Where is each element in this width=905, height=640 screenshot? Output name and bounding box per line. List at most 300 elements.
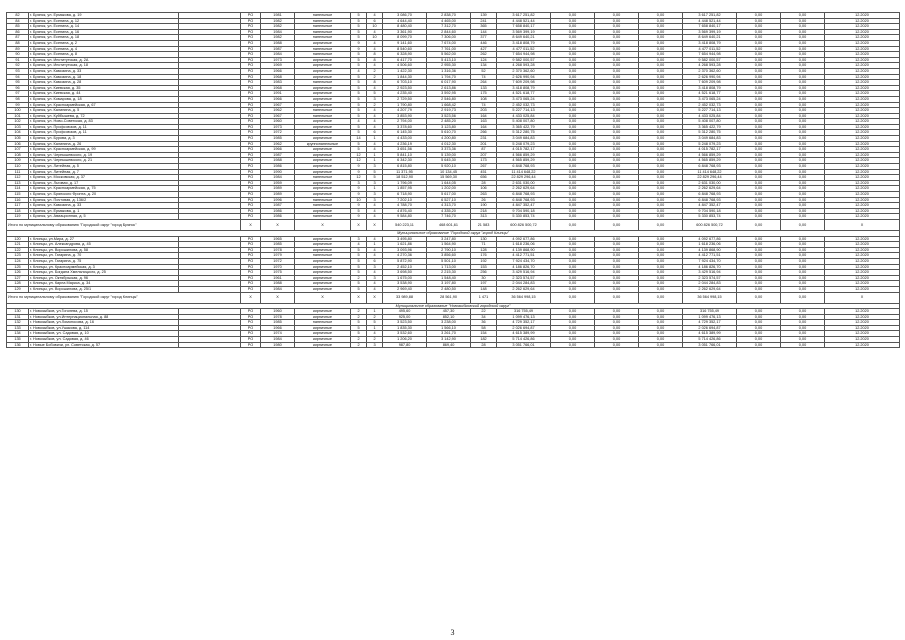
- table-cell: 4 200,80: [427, 136, 471, 142]
- table-cell: 0,00: [595, 85, 639, 91]
- table-cell: 4 235,40: [383, 91, 427, 97]
- table-cell: 0,00: [595, 320, 639, 326]
- table-cell: 5: [351, 124, 367, 130]
- table-cell: 1968: [261, 74, 295, 80]
- table-cell: 3 698,50: [383, 270, 427, 276]
- table-cell: РО: [241, 253, 261, 259]
- table-cell: 5 227 714,13: [683, 108, 737, 114]
- table-cell: 0,00: [737, 192, 781, 198]
- table-cell: 26: [471, 197, 497, 203]
- table-cell: 1 206,20: [383, 337, 427, 343]
- table-cell: 9 141,60: [383, 40, 427, 46]
- table-cell: 12.2020: [825, 63, 900, 69]
- table-cell: 0,00: [595, 147, 639, 153]
- table-cell: 0,00: [551, 68, 595, 74]
- table-cell: 1978: [261, 314, 295, 320]
- table-cell: 5: [351, 57, 367, 63]
- table-cell: 0,00: [595, 258, 639, 264]
- table-cell: 0,00: [737, 96, 781, 102]
- table-cell: панельные: [295, 203, 351, 209]
- table-cell: 3 373,36: [427, 147, 471, 153]
- table-cell: 12.2020: [825, 342, 900, 348]
- table-cell: 8 649 640,21: [497, 35, 551, 41]
- table-cell: 987,80: [383, 342, 427, 348]
- table-cell: 4 313,70: [427, 203, 471, 209]
- table-cell: 267: [471, 164, 497, 170]
- table-cell: 0,00: [595, 113, 639, 119]
- table-cell: 0,00: [639, 74, 683, 80]
- table-cell: г. Клинцы, ул. Ворошилова, д. 25/1: [29, 286, 179, 292]
- table-cell: 112: [7, 175, 29, 181]
- table-cell: 1: [367, 136, 383, 142]
- table-cell: 12.2020: [825, 80, 900, 86]
- table-cell: 0,00: [595, 164, 639, 170]
- table-cell: 0,00: [595, 57, 639, 63]
- table-cell: г. Клинцы, ул. Карла Маркса, д. 34: [29, 281, 179, 287]
- table-cell: 4 788,70: [383, 203, 427, 209]
- table-cell: 120: [7, 236, 29, 242]
- table-cell: 0,00: [551, 264, 595, 270]
- table-cell: 2 323 574,57: [683, 275, 737, 281]
- table-cell: кирпичные: [295, 325, 351, 331]
- table-cell: 2 452 032,73: [497, 102, 551, 108]
- table-cell: РО: [241, 57, 261, 63]
- table-cell: 12.2020: [825, 40, 900, 46]
- table-cell: кирпичные: [295, 169, 351, 175]
- table-cell: 5: [351, 74, 367, 80]
- table-cell: 4 433 025,84: [683, 113, 737, 119]
- table-cell: 5: [351, 286, 367, 292]
- table-cell: г. Брянск, ул. Есенина, д. 16: [29, 29, 179, 35]
- table-cell: 1962: [261, 108, 295, 114]
- table-cell: кирпичные: [295, 119, 351, 125]
- table-cell: 109: [7, 158, 29, 164]
- table-cell: 0,00: [595, 80, 639, 86]
- table-cell: 94: [7, 74, 29, 80]
- table-cell: 925,00: [383, 314, 427, 320]
- table-cell: 5: [351, 320, 367, 326]
- table-cell: 6 848 768,93: [497, 197, 551, 203]
- table-cell: 7 609 209,98: [683, 80, 737, 86]
- table-cell: РО: [241, 24, 261, 30]
- table-cell: 121: [7, 242, 29, 248]
- table-cell: 2 452,10: [383, 264, 427, 270]
- table-cell: 3 532,60: [383, 331, 427, 337]
- table-cell: 0,00: [551, 130, 595, 136]
- table-cell: 0,00: [737, 175, 781, 181]
- table-cell: 0,00: [639, 108, 683, 114]
- table-cell: 2 044 284,83: [497, 281, 551, 287]
- table-cell: 0,00: [639, 314, 683, 320]
- table-cell: РО: [241, 152, 261, 158]
- table-cell: 0,00: [595, 180, 639, 186]
- table-cell: 133: [7, 325, 29, 331]
- table-cell: 1 099 476,13: [497, 314, 551, 320]
- table-cell: 457,30: [427, 309, 471, 315]
- table-cell: 0,00: [639, 119, 683, 125]
- table-cell: 0,00: [551, 96, 595, 102]
- table-cell: 98: [7, 96, 29, 102]
- table-cell: 105: [7, 136, 29, 142]
- total-cell: 0,00: [639, 219, 683, 230]
- table-cell: 0,00: [737, 113, 781, 119]
- table-cell: 58: [471, 325, 497, 331]
- table-cell: г. Брянск, ул. Бурова, д. 3: [29, 136, 179, 142]
- table-cell: 0,00: [595, 130, 639, 136]
- table-cell: 0,00: [551, 141, 595, 147]
- table-cell: 4: [367, 63, 383, 69]
- table-cell: 6: [367, 258, 383, 264]
- total-cell: Х: [295, 292, 351, 303]
- table-cell: 1988: [261, 158, 295, 164]
- table-cell: 0,00: [781, 136, 825, 142]
- table-cell: 0,00: [595, 342, 639, 348]
- table-cell: 82: [7, 13, 29, 19]
- table-cell: кирпичные: [295, 147, 351, 153]
- table-cell: 1 644,05: [427, 180, 471, 186]
- table-cell: 4: [367, 141, 383, 147]
- table-cell: 2: [351, 342, 367, 348]
- table-cell: 0,00: [781, 208, 825, 214]
- table-cell: 12.2020: [825, 264, 900, 270]
- table-cell: 8: [367, 57, 383, 63]
- table-cell: 12.2020: [825, 96, 900, 102]
- table-cell: 107: [7, 147, 29, 153]
- table-cell: РО: [241, 331, 261, 337]
- table-cell: 3 523,50: [383, 320, 427, 326]
- table-cell: 5: [367, 175, 383, 181]
- table-cell: 7 674,00: [427, 40, 471, 46]
- table-cell: 1974: [261, 331, 295, 337]
- table-cell: 0,00: [595, 197, 639, 203]
- table-cell: 3 592,95: [427, 91, 471, 97]
- table-cell: г. Брянск, ул. Почтовая, д. 136/2: [29, 197, 179, 203]
- table-cell: 256: [471, 270, 497, 276]
- table-cell: 0,00: [639, 169, 683, 175]
- table-cell: 12.2020: [825, 52, 900, 58]
- table-cell: 2: [351, 275, 367, 281]
- table-cell: 0,00: [737, 152, 781, 158]
- table-cell: 6 718,90: [383, 192, 427, 198]
- table-cell: 0,00: [595, 52, 639, 58]
- table-cell: г. Брянск, ул. Ермакова, д. 19: [29, 13, 179, 19]
- table-cell: 0,00: [781, 314, 825, 320]
- table-cell: 0,00: [595, 281, 639, 287]
- table-cell: 87: [7, 35, 29, 41]
- table-cell: кирпичные: [295, 68, 351, 74]
- table-cell: 12.2020: [825, 18, 900, 24]
- table-cell: 5: [351, 102, 367, 108]
- table-cell: 0,00: [551, 108, 595, 114]
- table-cell: 1 202,00: [427, 186, 471, 192]
- table-cell: 5: [351, 108, 367, 114]
- table-cell: 101: [7, 113, 29, 119]
- table-cell: 0,00: [781, 96, 825, 102]
- table-cell: 2 215,30: [427, 270, 471, 276]
- table-cell: 5: [351, 91, 367, 97]
- table-cell: 128: [471, 247, 497, 253]
- table-cell: 0,00: [737, 180, 781, 186]
- table-cell: 0,00: [551, 342, 595, 348]
- table-cell: 12.2020: [825, 119, 900, 125]
- table-cell: 0,00: [639, 158, 683, 164]
- table-cell: г. Брянск, ул. Красноармейская, д. 75: [29, 186, 179, 192]
- table-cell: 0,00: [639, 337, 683, 343]
- table-cell: 0,00: [737, 40, 781, 46]
- table-cell: 1966: [261, 96, 295, 102]
- table-row: [7, 342, 900, 348]
- table-cell: РО: [241, 108, 261, 114]
- table-cell: 1980: [261, 342, 295, 348]
- table-cell: 3 429 516,94: [497, 270, 551, 276]
- table-cell: 0,00: [595, 214, 639, 220]
- table-cell: 0,00: [639, 180, 683, 186]
- table-cell: 0,00: [551, 331, 595, 337]
- table-cell: кирпичные: [295, 40, 351, 46]
- table-cell: 0,00: [595, 242, 639, 248]
- table-cell: 134: [7, 331, 29, 337]
- table-cell: 0,00: [737, 13, 781, 19]
- table-cell: 0,00: [737, 57, 781, 63]
- table-cell: 0,00: [595, 152, 639, 158]
- table-cell: 6 848 768,93: [497, 192, 551, 198]
- table-cell: г. Новозыбков, ул. Садовая, д. 46: [29, 337, 179, 343]
- table-cell: 12.2020: [825, 270, 900, 276]
- table-cell: 4 477 011,52: [683, 46, 737, 52]
- table-cell: 1991: [261, 91, 295, 97]
- table-cell: 0,00: [595, 91, 639, 97]
- table-cell: РО: [241, 270, 261, 276]
- table-cell: 7 609 209,98: [497, 80, 551, 86]
- table-cell: кирпичные: [295, 309, 351, 315]
- total-cell: 468 601,61: [427, 219, 471, 230]
- table-cell: 1981: [261, 13, 295, 19]
- table-cell: 0,00: [551, 91, 595, 97]
- table-cell: 1 796,09: [383, 180, 427, 186]
- table-cell: 74: [471, 102, 497, 108]
- table-cell: РО: [241, 214, 261, 220]
- table-cell: 0,00: [781, 29, 825, 35]
- table-cell: 4: [367, 113, 383, 119]
- table-cell: 0,00: [551, 40, 595, 46]
- table-cell: 1960: [261, 309, 295, 315]
- table-cell: 1: [367, 186, 383, 192]
- table-cell: 127: [7, 275, 29, 281]
- table-cell: 3 523,56: [427, 113, 471, 119]
- table-cell: 0,00: [781, 68, 825, 74]
- table-cell: 3: [351, 236, 367, 242]
- table-cell: 10 134,45: [427, 169, 471, 175]
- table-cell: 0,00: [639, 270, 683, 276]
- table-cell: 1962: [261, 141, 295, 147]
- table-cell: РО: [241, 192, 261, 198]
- table-cell: 0,00: [781, 270, 825, 276]
- table-cell: 4 729 352,17: [683, 320, 737, 326]
- table-cell: г. Брянск, ул. Ново-Советская, д. 83: [29, 119, 179, 125]
- table-cell: 4 847 352,47: [683, 203, 737, 209]
- table-cell: 1969: [261, 63, 295, 69]
- table-cell: 0,00: [737, 164, 781, 170]
- table-cell: 2 262 629,64: [497, 186, 551, 192]
- table-cell: 9: [351, 169, 367, 175]
- table-cell: г. Клинцы, ул. Гагарина, д. 70: [29, 253, 179, 259]
- table-cell: 0,00: [551, 35, 595, 41]
- table-cell: 3 197,80: [427, 281, 471, 287]
- table-cell: 0,00: [639, 242, 683, 248]
- table-cell: 30: [471, 275, 497, 281]
- table-cell: 0,00: [639, 309, 683, 315]
- table-cell: 12.2020: [825, 175, 900, 181]
- section-title: Муниципальное образование "Новозыбковский городской округ": [7, 303, 900, 309]
- total-cell: 0,00: [595, 219, 639, 230]
- table-cell: 0,00: [551, 253, 595, 259]
- table-cell: 12.2020: [825, 320, 900, 326]
- table-cell: 0,00: [781, 242, 825, 248]
- table-cell: 1: [367, 158, 383, 164]
- table-cell: 0,00: [639, 124, 683, 130]
- table-cell: 134: [471, 63, 497, 69]
- table-cell: 1 422,30: [383, 68, 427, 74]
- table-cell: 0,00: [639, 96, 683, 102]
- table-cell: 0,00: [781, 108, 825, 114]
- table-cell: 1982: [261, 35, 295, 41]
- table-cell: 5: [367, 91, 383, 97]
- table-cell: 1966: [261, 147, 295, 153]
- table-cell: 869,40: [427, 342, 471, 348]
- table-cell: 0,00: [737, 320, 781, 326]
- table-cell: 0,00: [551, 192, 595, 198]
- table-cell: кирпичные: [295, 102, 351, 108]
- table-cell: 5: [351, 264, 367, 270]
- table-cell: 176: [471, 253, 497, 259]
- table-cell: 1986: [261, 208, 295, 214]
- table-cell: 5 248 079,23: [497, 141, 551, 147]
- table-cell: 5: [367, 169, 383, 175]
- total-cell: 0,00: [551, 292, 595, 303]
- table-cell: кирпичные: [295, 208, 351, 214]
- table-cell: 0,00: [595, 119, 639, 125]
- table-cell: 495,60: [383, 309, 427, 315]
- table-cell: 264: [471, 80, 497, 86]
- table-cell: 11 371,95: [383, 169, 427, 175]
- table-cell: 182: [471, 337, 497, 343]
- table-cell: 231: [471, 136, 497, 142]
- table-cell: 119: [7, 214, 29, 220]
- table-cell: 4: [351, 242, 367, 248]
- table-cell: 0,00: [639, 18, 683, 24]
- total-label: Итого по муниципальному образованию "Городской округ "город Клинцы": [7, 292, 241, 303]
- table-cell: 3 418 808,79: [683, 40, 737, 46]
- table-cell: РО: [241, 46, 261, 52]
- table-cell: 22 829 296,44: [683, 175, 737, 181]
- table-cell: г. Клинцы, ул. Гагарина, д. 75: [29, 258, 179, 264]
- table-cell: 0,00: [595, 192, 639, 198]
- total-cell: 36 564 998,15: [683, 292, 737, 303]
- table-cell: 0,00: [595, 247, 639, 253]
- table-cell: 4 847 352,47: [497, 203, 551, 209]
- table-cell: 3: [351, 180, 367, 186]
- table-cell: 12.2020: [825, 214, 900, 220]
- table-cell: г. Новозыбков, ул.Ушакова, д. 114: [29, 325, 179, 331]
- table-cell: 2 026 694,87: [683, 325, 737, 331]
- table-cell: 12.2020: [825, 102, 900, 108]
- table-cell: 0,00: [595, 29, 639, 35]
- table-cell: РО: [241, 136, 261, 142]
- table-cell: 11 414 648,22: [683, 169, 737, 175]
- table-cell: 3 365 422,79: [497, 124, 551, 130]
- table-cell: 0,00: [737, 314, 781, 320]
- table-cell: 130: [7, 309, 29, 315]
- table-cell: 5: [351, 18, 367, 24]
- table-cell: 5: [351, 253, 367, 259]
- table-cell: 28: [471, 180, 497, 186]
- table-cell: 0,00: [737, 136, 781, 142]
- table-cell: 0,00: [595, 68, 639, 74]
- table-cell: 0,00: [737, 337, 781, 343]
- table-cell: 0,00: [551, 152, 595, 158]
- table-cell: 0,00: [781, 80, 825, 86]
- table-cell: 0,00: [781, 180, 825, 186]
- table-cell: кирпичные: [295, 74, 351, 80]
- total-cell: 600 826 500,72: [683, 219, 737, 230]
- table-cell: 451: [471, 169, 497, 175]
- table-cell: 0,00: [781, 85, 825, 91]
- table-cell: 3 853,90: [383, 113, 427, 119]
- table-cell: 203: [471, 108, 497, 114]
- table-cell: 0,00: [639, 113, 683, 119]
- table-cell: г. Новозыбков, ул.Ломоносова, д. 16: [29, 320, 179, 326]
- table-cell: кирпичные: [295, 236, 351, 242]
- table-cell: 4 448 521,44: [497, 18, 551, 24]
- table-cell: 0,00: [781, 91, 825, 97]
- table-cell: 0,00: [639, 192, 683, 198]
- table-cell: 0,00: [737, 63, 781, 69]
- table-cell: 10: [367, 24, 383, 30]
- table-cell: РО: [241, 197, 261, 203]
- table-cell: панельные: [295, 29, 351, 35]
- table-cell: 0,00: [595, 203, 639, 209]
- total-cell: 0,00: [595, 292, 639, 303]
- table-cell: панельные: [295, 46, 351, 52]
- table-cell: 0,00: [551, 136, 595, 142]
- table-cell: 22: [471, 309, 497, 315]
- table-cell: кирпичные: [295, 281, 351, 287]
- table-cell: 92: [7, 63, 29, 69]
- table-cell: 6 527,10: [427, 197, 471, 203]
- table-cell: 110: [7, 164, 29, 170]
- total-cell: 21 583: [471, 219, 497, 230]
- table-cell: 0,00: [781, 186, 825, 192]
- table-cell: РО: [241, 242, 261, 248]
- table-cell: панельные: [295, 108, 351, 114]
- table-cell: 1967: [261, 113, 295, 119]
- table-cell: 96: [7, 85, 29, 91]
- table-cell: 1987: [261, 203, 295, 209]
- table-cell: 0,00: [595, 309, 639, 315]
- table-cell: РО: [241, 96, 261, 102]
- table-cell: 0,00: [595, 102, 639, 108]
- table-cell: 0,00: [737, 124, 781, 130]
- table-cell: кирпичные: [295, 136, 351, 142]
- table-cell: 4 012,30: [427, 141, 471, 147]
- table-cell: 4: [367, 13, 383, 19]
- table-cell: кирпичные: [295, 192, 351, 198]
- table-cell: 5: [351, 13, 367, 19]
- table-cell: 3: [367, 275, 383, 281]
- table-cell: 2 955,30: [427, 63, 471, 69]
- table-cell: 1985: [261, 242, 295, 248]
- table-cell: 5 312 280,75: [497, 130, 551, 136]
